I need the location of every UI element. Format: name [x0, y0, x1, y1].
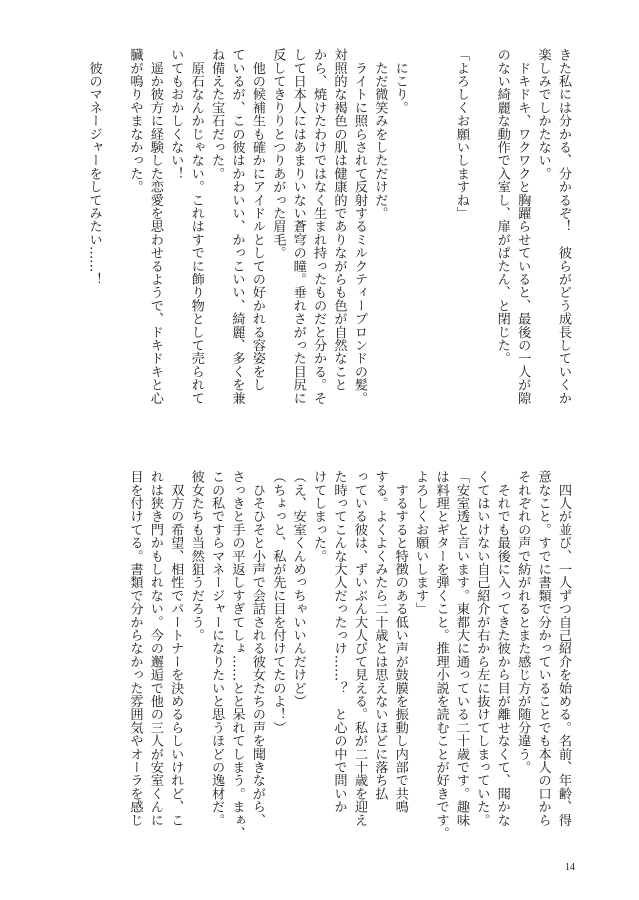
text-line: ただ微笑みをしただけだ。 — [372, 48, 388, 220]
text-line: 遥か彼方に経験した恋愛を思わせるようで、ドキドキと心 — [147, 48, 163, 405]
page-number: 14 — [565, 862, 575, 873]
text-line: た時ってこんな大人だったっけ……？ と心の中で問いか — [331, 470, 347, 814]
text-line — [410, 48, 430, 378]
text-line: 対照的な褐色の肌は健康的でありながらも色が自然なこと — [331, 48, 347, 392]
text-line: ね備えた宝石だった。 — [209, 48, 225, 180]
text-line: 他の候補生も確かにアイドルとしての好かれる容姿をし — [249, 48, 265, 392]
text-line: 彼のマネージャーをしてみたい……！ — [86, 48, 102, 286]
text-line: は料理とギターを弾くこと。推理小説を読むことが好きです。 — [433, 470, 449, 840]
text-line — [471, 48, 491, 378]
text-line: 双方の希望、相性でパートナーを決めるらしいけれど、こ — [168, 470, 184, 827]
text-line: にこり。 — [392, 48, 408, 114]
text-line: する。よくよくみたら二十歳とは思えないほどに落ち払 — [372, 470, 388, 800]
text-line: 彼女たちも当然狙うだろう。 — [188, 470, 204, 642]
bottom-text-block — [0, 470, 573, 840]
text-line: それでも最後に入ってきた彼から目が離せなくて、聞かな — [494, 470, 510, 827]
text-line: いてもおかしくない！ — [168, 48, 184, 180]
text-line: れは狭き門かもしれない。今の邂逅で他の三人が安室くんに — [147, 470, 163, 827]
text-line: して日本人にはあまりいない蒼穹の瞳。垂れさがった目尻に — [290, 48, 306, 405]
text-line: さっきと手の平返しすぎてしょ……とと呆れてしまう。まぁ、 — [229, 470, 245, 840]
text-line: するすると特徴のある低い声が鼓膜を振動し内部で共鳴 — [392, 470, 408, 814]
text-line: くてはいけない自己紹介が右から左に抜けてしまっていた。 — [474, 470, 490, 827]
text-line: それぞれの声で紡がれるとまた感じ方が随分違う。 — [515, 470, 531, 774]
top-text-block — [0, 48, 573, 405]
text-line — [430, 48, 450, 378]
text-line: 「安室透と言います。東都大に通っている二十歳です。趣味 — [453, 470, 469, 827]
text-line: 原石なんかじゃない。これはすでに飾り物として売られて — [188, 48, 204, 405]
text-line: 四人が並び、一人ずつ自己紹介を始める。名前、年齢、得 — [556, 470, 571, 827]
text-line: 反してきりりとつりあがった眉毛。 — [270, 48, 286, 260]
text-line: 意なこと。すでに書類で分かっていることでも本人の口から — [535, 470, 551, 827]
text-line: ライトに照らされて反射するミルクティーブロンドの髪。 — [351, 48, 367, 405]
text-line: よろしくお願いします」 — [413, 470, 429, 616]
text-line: っている彼は、ずいぶん大人びて見える。私が二十歳を迎え — [351, 470, 367, 827]
text-line: 楽しみでしかたない。 — [535, 48, 551, 180]
text-line: から、焼けたわけではなく生まれ持ったものだと分かる。そ — [311, 48, 327, 405]
text-line: 臓が鳴りやまなかった。 — [127, 48, 143, 194]
text-line: きた私には分かる、分かるぞ！ 彼らがどう成長していくか — [556, 48, 571, 405]
text-line: ひそひそと小声で会話される彼女たちの声を聞きながら、 — [249, 470, 265, 827]
text-line: ているが、この彼はかわいい、かっこいい、綺麗、多くを兼 — [229, 48, 245, 405]
text-line: （ちょっと、私が先に目を付けてたのよ！） — [270, 470, 286, 734]
text-line: 「よろしくお願いしますね」 — [453, 48, 469, 220]
text-line: 目を付けてる。書類で分からなかった雰囲気やオーラを感じ — [127, 470, 143, 827]
text-line: のない綺麗な動作で入室し、扉がぱたん、と閉じた。 — [494, 48, 510, 365]
text-line — [104, 48, 124, 378]
text-line: ドキドキ、ワクワクと胸躍らせていると、最後の一人が隙 — [515, 48, 531, 405]
text-line: （え、安室くんめっちゃいいんだけど） — [290, 470, 306, 708]
text-line: けてしまった。 — [311, 470, 327, 563]
text-line: この私ですらマネージャーになりたいと思うほどの逸材だ。 — [209, 470, 225, 827]
